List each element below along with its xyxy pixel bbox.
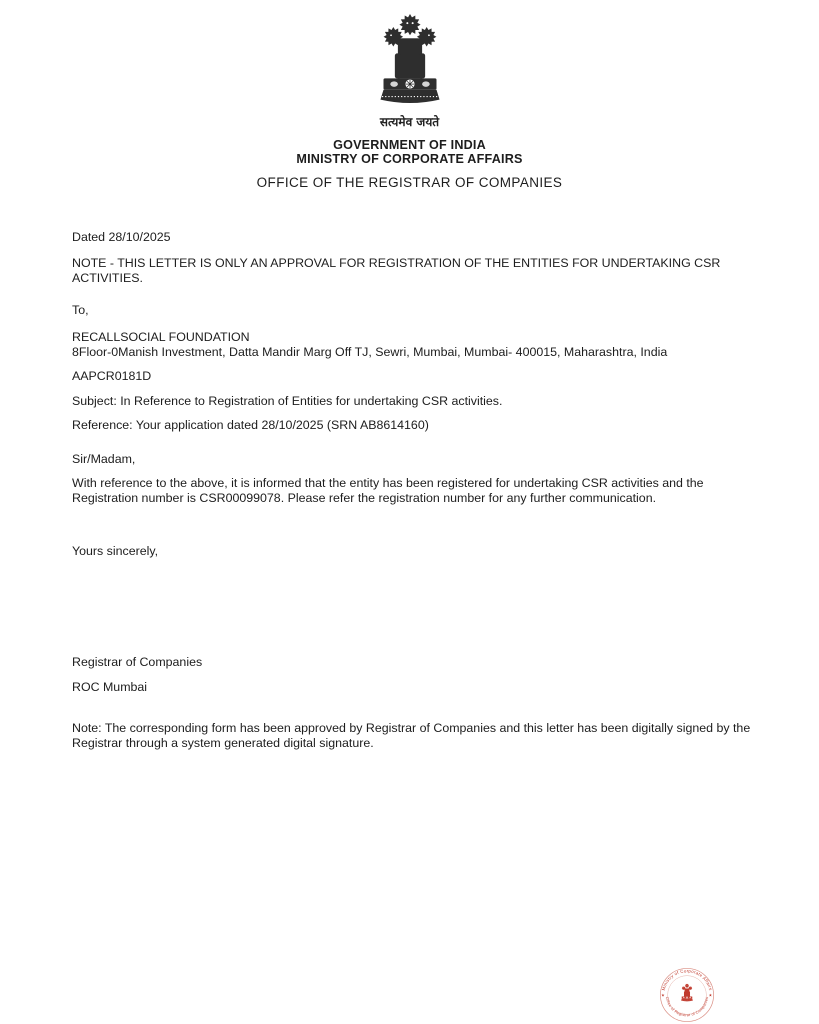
recipient-address: 8Floor-0Manish Investment, Datta Mandir Marg Off TJ, Sewri, Mumbai, Mumbai- 400015, Maharashtra, India	[72, 344, 668, 359]
footer-note-line-2: Registrar through a system generated digital signature.	[72, 735, 374, 750]
emblem-motto: सत्यमेव जयते	[379, 115, 440, 129]
approval-note-line-1: NOTE - THIS LETTER IS ONLY AN APPROVAL FOR REGISTRATION OF THE ENTITIES FOR UNDERTAKING CSR	[72, 256, 721, 270]
header-ministry: MINISTRY OF CORPORATE AFFAIRS	[296, 152, 523, 166]
body-line-2: Registration number is CSR00099078. Please refer the registration number for any further communication.	[72, 490, 657, 505]
seal-star-left-icon: ★	[661, 992, 665, 998]
seal-bottom-text: Office of Registrar of Companies	[664, 996, 710, 1018]
approval-note-line-2: ACTIVITIES.	[72, 270, 143, 285]
dated-line: Dated 28/10/2025	[72, 230, 171, 244]
subject-line: Subject: In Reference to Registration of Entities for undertaking CSR activities.	[72, 394, 503, 408]
seal-top-text: Ministry of Corporate Affairs	[660, 968, 714, 991]
header-government: GOVERNMENT OF INDIA	[333, 138, 486, 152]
signatory-title: Registrar of Companies	[72, 655, 203, 669]
body-line-1: With reference to the above, it is informed that the entity has been registered for undertaking CSR activities and the	[72, 476, 704, 490]
footer-note-line-1: Note: The corresponding form has been approved by Registrar of Companies and this letter has been digitally signed by the	[72, 721, 751, 735]
national-emblem-icon	[371, 8, 449, 114]
reference-line: Reference: Your application dated 28/10/2025 (SRN AB8614160)	[72, 418, 429, 432]
svg-text:Ministry of Corporate Affairs	[661, 968, 714, 991]
body-paragraph	[72, 476, 704, 505]
salutation: Sir/Madam,	[72, 452, 136, 466]
footer-note	[72, 721, 750, 750]
recipient-name: RECALLSOCIAL FOUNDATION	[72, 330, 250, 344]
digital-signature-seal	[657, 966, 717, 1024]
header-office: OFFICE OF THE REGISTRAR OF COMPANIES	[256, 175, 563, 190]
approval-note	[72, 256, 720, 285]
recipient-block	[72, 330, 667, 359]
seal-emblem-icon	[681, 984, 693, 1002]
closing: Yours sincerely,	[72, 544, 159, 558]
seal-star-right-icon: ★	[708, 992, 713, 998]
signatory-office: ROC Mumbai	[72, 680, 148, 694]
to-label: To,	[72, 303, 89, 317]
pan-number: AAPCR0181D	[72, 369, 152, 383]
